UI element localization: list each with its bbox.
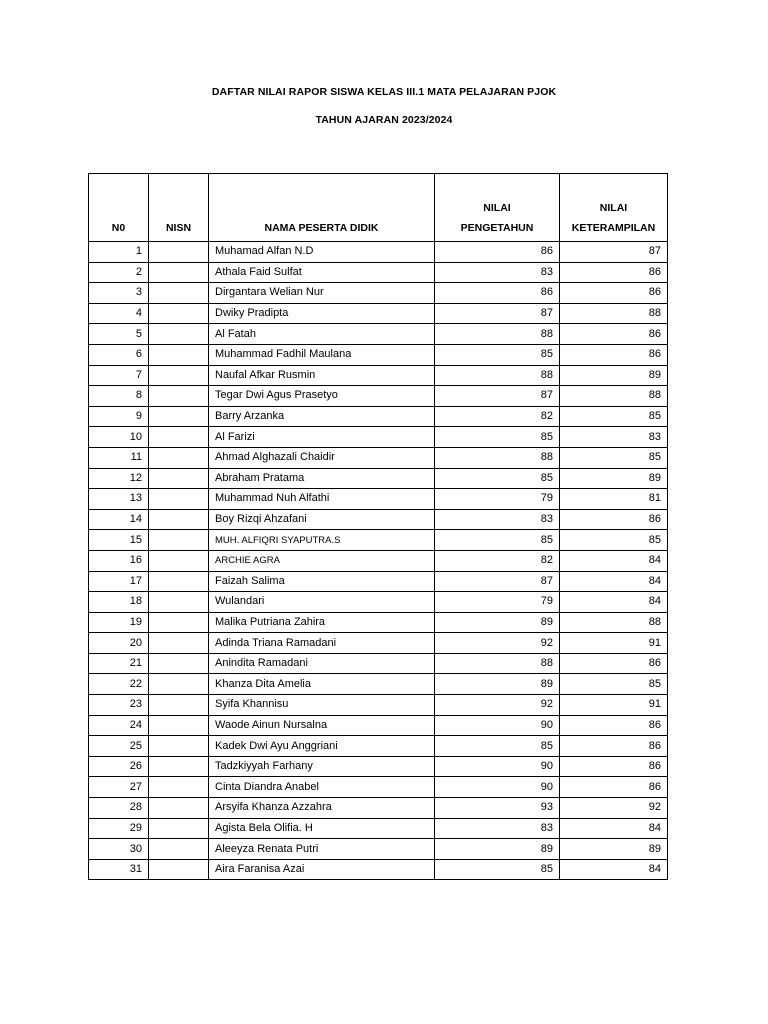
cell-nilai-keterampilan: 86	[560, 283, 668, 304]
cell-nilai-keterampilan: 84	[560, 592, 668, 613]
table-row	[89, 386, 668, 407]
header-nilai-pengetahuan	[435, 174, 560, 242]
cell-nilai-keterampilan: 84	[560, 571, 668, 592]
cell-no: 5	[89, 324, 149, 345]
cell-no: 18	[89, 592, 149, 613]
cell-nilai-keterampilan: 83	[560, 427, 668, 448]
cell-nama: Kadek Dwi Ayu Anggriani	[209, 736, 435, 757]
cell-nisn	[149, 386, 209, 407]
cell-nilai-pengetahuan: 87	[435, 386, 560, 407]
cell-no: 7	[89, 365, 149, 386]
cell-nisn	[149, 550, 209, 571]
cell-nilai-keterampilan: 86	[560, 509, 668, 530]
cell-nisn	[149, 839, 209, 860]
cell-no: 9	[89, 406, 149, 427]
header-pengetahuan-line2: PENGETAHUN	[460, 222, 534, 234]
cell-nama: Tadzkiyyah Farhany	[209, 756, 435, 777]
cell-nilai-pengetahuan: 85	[435, 530, 560, 551]
table-header	[89, 174, 668, 242]
cell-nilai-keterampilan: 86	[560, 344, 668, 365]
table-row	[89, 695, 668, 716]
cell-nilai-pengetahuan: 87	[435, 303, 560, 324]
cell-nilai-pengetahuan: 90	[435, 715, 560, 736]
header-nisn: NISN	[149, 174, 209, 242]
cell-no: 21	[89, 653, 149, 674]
table-row	[89, 509, 668, 530]
cell-nisn	[149, 818, 209, 839]
cell-nama: Aleeyza Renata Putri	[209, 839, 435, 860]
cell-nilai-keterampilan: 86	[560, 324, 668, 345]
table-row	[89, 406, 668, 427]
cell-no: 30	[89, 839, 149, 860]
cell-nilai-keterampilan: 89	[560, 365, 668, 386]
table-row	[89, 653, 668, 674]
cell-nilai-keterampilan: 88	[560, 386, 668, 407]
cell-nilai-pengetahuan: 83	[435, 818, 560, 839]
cell-nama: Athala Faid Sulfat	[209, 262, 435, 283]
table-row	[89, 427, 668, 448]
cell-no: 4	[89, 303, 149, 324]
table-row	[89, 715, 668, 736]
cell-no: 23	[89, 695, 149, 716]
table-row	[89, 242, 668, 263]
cell-nisn	[149, 530, 209, 551]
cell-nisn	[149, 715, 209, 736]
cell-no: 26	[89, 756, 149, 777]
cell-nilai-pengetahuan: 92	[435, 695, 560, 716]
cell-nilai-keterampilan: 84	[560, 859, 668, 880]
cell-no: 10	[89, 427, 149, 448]
cell-nama: Muhamad Alfan N.D	[209, 242, 435, 263]
cell-nilai-pengetahuan: 86	[435, 242, 560, 263]
table-row	[89, 468, 668, 489]
cell-nama: Faizah Salima	[209, 571, 435, 592]
cell-nama: Malika Putriana Zahira	[209, 612, 435, 633]
cell-nilai-pengetahuan: 83	[435, 509, 560, 530]
cell-nama: Abraham Pratama	[209, 468, 435, 489]
cell-nama: Wulandari	[209, 592, 435, 613]
cell-nama: Agista Bela Olifia. H	[209, 818, 435, 839]
table-row	[89, 571, 668, 592]
header-nama: NAMA PESERTA DIDIK	[209, 174, 435, 242]
header-nilai-keterampilan	[560, 174, 668, 242]
table-row	[89, 365, 668, 386]
cell-nilai-keterampilan: 86	[560, 736, 668, 757]
header-pengetahuan-line1: NILAI	[483, 202, 511, 214]
cell-nilai-keterampilan: 91	[560, 695, 668, 716]
cell-nilai-pengetahuan: 85	[435, 859, 560, 880]
cell-nilai-pengetahuan: 89	[435, 612, 560, 633]
table-row	[89, 674, 668, 695]
cell-nisn	[149, 303, 209, 324]
cell-no: 22	[89, 674, 149, 695]
header-keterampilan-line1: NILAI	[599, 202, 628, 214]
cell-no: 31	[89, 859, 149, 880]
table-body	[89, 242, 668, 880]
cell-nama: Adinda Triana Ramadani	[209, 633, 435, 654]
cell-nilai-keterampilan: 81	[560, 489, 668, 510]
cell-nisn	[149, 756, 209, 777]
cell-nilai-keterampilan: 89	[560, 468, 668, 489]
cell-nama: Waode Ainun Nursalna	[209, 715, 435, 736]
cell-nisn	[149, 406, 209, 427]
cell-nama: MUH. ALFIQRI SYAPUTRA.S	[209, 530, 435, 551]
cell-nilai-keterampilan: 86	[560, 777, 668, 798]
cell-nilai-pengetahuan: 88	[435, 653, 560, 674]
header-no: N0	[89, 174, 149, 242]
cell-no: 19	[89, 612, 149, 633]
header-row	[89, 174, 668, 242]
cell-nilai-pengetahuan: 89	[435, 839, 560, 860]
cell-nilai-pengetahuan: 85	[435, 344, 560, 365]
cell-nisn	[149, 571, 209, 592]
cell-nilai-keterampilan: 88	[560, 612, 668, 633]
cell-nilai-keterampilan: 86	[560, 756, 668, 777]
cell-nama: Syifa Khannisu	[209, 695, 435, 716]
cell-nama: Khanza Dita Amelia	[209, 674, 435, 695]
cell-nilai-pengetahuan: 79	[435, 592, 560, 613]
cell-nama: ARCHIE AGRA	[209, 550, 435, 571]
cell-nilai-keterampilan: 91	[560, 633, 668, 654]
cell-nilai-pengetahuan: 88	[435, 447, 560, 468]
cell-nisn	[149, 633, 209, 654]
table-row	[89, 736, 668, 757]
cell-nisn	[149, 489, 209, 510]
cell-nilai-keterampilan: 88	[560, 303, 668, 324]
cell-nilai-pengetahuan: 89	[435, 674, 560, 695]
cell-nisn	[149, 674, 209, 695]
cell-nilai-pengetahuan: 88	[435, 324, 560, 345]
cell-nisn	[149, 365, 209, 386]
table-row	[89, 612, 668, 633]
cell-no: 15	[89, 530, 149, 551]
cell-nilai-keterampilan: 87	[560, 242, 668, 263]
cell-no: 13	[89, 489, 149, 510]
document-title: DAFTAR NILAI RAPOR SISWA KELAS III.1 MATA PELAJARAN PJOK	[211, 86, 557, 98]
cell-nisn	[149, 427, 209, 448]
grades-table	[88, 173, 668, 880]
cell-nisn	[149, 612, 209, 633]
cell-nilai-pengetahuan: 85	[435, 468, 560, 489]
cell-no: 1	[89, 242, 149, 263]
cell-nilai-pengetahuan: 83	[435, 262, 560, 283]
cell-no: 16	[89, 550, 149, 571]
cell-nilai-pengetahuan: 85	[435, 736, 560, 757]
table-row	[89, 303, 668, 324]
cell-nama: Ahmad Alghazali Chaidir	[209, 447, 435, 468]
cell-no: 29	[89, 818, 149, 839]
cell-nilai-keterampilan: 89	[560, 839, 668, 860]
cell-nisn	[149, 447, 209, 468]
cell-nilai-pengetahuan: 93	[435, 798, 560, 819]
cell-nilai-keterampilan: 86	[560, 653, 668, 674]
cell-nisn	[149, 695, 209, 716]
cell-no: 25	[89, 736, 149, 757]
cell-nama: Barry Arzanka	[209, 406, 435, 427]
cell-nisn	[149, 592, 209, 613]
cell-nilai-pengetahuan: 82	[435, 550, 560, 571]
cell-no: 3	[89, 283, 149, 304]
cell-nama: Anindita Ramadani	[209, 653, 435, 674]
cell-nilai-keterampilan: 85	[560, 530, 668, 551]
cell-nama: Naufal Afkar Rusmin	[209, 365, 435, 386]
cell-nama: Aira Faranisa Azai	[209, 859, 435, 880]
cell-nisn	[149, 653, 209, 674]
cell-nama: Dirgantara Welian Nur	[209, 283, 435, 304]
cell-nama: Muhammad Fadhil Maulana	[209, 344, 435, 365]
cell-nilai-keterampilan: 84	[560, 550, 668, 571]
cell-nisn	[149, 262, 209, 283]
cell-nisn	[149, 798, 209, 819]
cell-no: 14	[89, 509, 149, 530]
cell-no: 11	[89, 447, 149, 468]
cell-nilai-keterampilan: 85	[560, 674, 668, 695]
cell-nama: Cinta Diandra Anabel	[209, 777, 435, 798]
cell-no: 27	[89, 777, 149, 798]
cell-nilai-pengetahuan: 86	[435, 283, 560, 304]
cell-nilai-keterampilan: 84	[560, 818, 668, 839]
cell-nisn	[149, 777, 209, 798]
table-row	[89, 262, 668, 283]
cell-nilai-pengetahuan: 87	[435, 571, 560, 592]
cell-no: 8	[89, 386, 149, 407]
cell-nilai-keterampilan: 86	[560, 262, 668, 283]
cell-nama: Boy Rizqi Ahzafani	[209, 509, 435, 530]
table-row	[89, 283, 668, 304]
table-row	[89, 530, 668, 551]
cell-nama: Arsyifa Khanza Azzahra	[209, 798, 435, 819]
header-keterampilan-line2: KETERAMPILAN	[571, 222, 656, 234]
table-row	[89, 324, 668, 345]
cell-no: 2	[89, 262, 149, 283]
cell-no: 20	[89, 633, 149, 654]
cell-no: 12	[89, 468, 149, 489]
table-row	[89, 633, 668, 654]
cell-nilai-keterampilan: 85	[560, 406, 668, 427]
cell-nilai-keterampilan: 92	[560, 798, 668, 819]
cell-nilai-pengetahuan: 90	[435, 756, 560, 777]
cell-no: 24	[89, 715, 149, 736]
table-row	[89, 592, 668, 613]
table-row	[89, 859, 668, 880]
cell-nilai-keterampilan: 85	[560, 447, 668, 468]
cell-nilai-pengetahuan: 79	[435, 489, 560, 510]
cell-nisn	[149, 736, 209, 757]
cell-nama: Dwiky Pradipta	[209, 303, 435, 324]
cell-nisn	[149, 324, 209, 345]
cell-nisn	[149, 509, 209, 530]
table-row	[89, 489, 668, 510]
cell-nisn	[149, 468, 209, 489]
cell-nilai-pengetahuan: 85	[435, 427, 560, 448]
cell-nilai-keterampilan: 86	[560, 715, 668, 736]
document-subtitle: TAHUN AJARAN 2023/2024	[315, 114, 453, 126]
cell-nama: Muhammad Nuh Alfathi	[209, 489, 435, 510]
table-row	[89, 818, 668, 839]
table-row	[89, 839, 668, 860]
cell-nilai-pengetahuan: 82	[435, 406, 560, 427]
cell-nisn	[149, 283, 209, 304]
cell-nama: Al Farizi	[209, 427, 435, 448]
table-row	[89, 447, 668, 468]
cell-nisn	[149, 859, 209, 880]
table-row	[89, 550, 668, 571]
cell-no: 17	[89, 571, 149, 592]
cell-no: 6	[89, 344, 149, 365]
table-row	[89, 798, 668, 819]
cell-nilai-pengetahuan: 88	[435, 365, 560, 386]
cell-no: 28	[89, 798, 149, 819]
table-row	[89, 756, 668, 777]
cell-nama: Tegar Dwi Agus Prasetyo	[209, 386, 435, 407]
cell-nisn	[149, 344, 209, 365]
cell-nilai-pengetahuan: 90	[435, 777, 560, 798]
table-row	[89, 777, 668, 798]
table-row	[89, 344, 668, 365]
cell-nilai-pengetahuan: 92	[435, 633, 560, 654]
cell-nama: Al Fatah	[209, 324, 435, 345]
cell-nisn	[149, 242, 209, 263]
